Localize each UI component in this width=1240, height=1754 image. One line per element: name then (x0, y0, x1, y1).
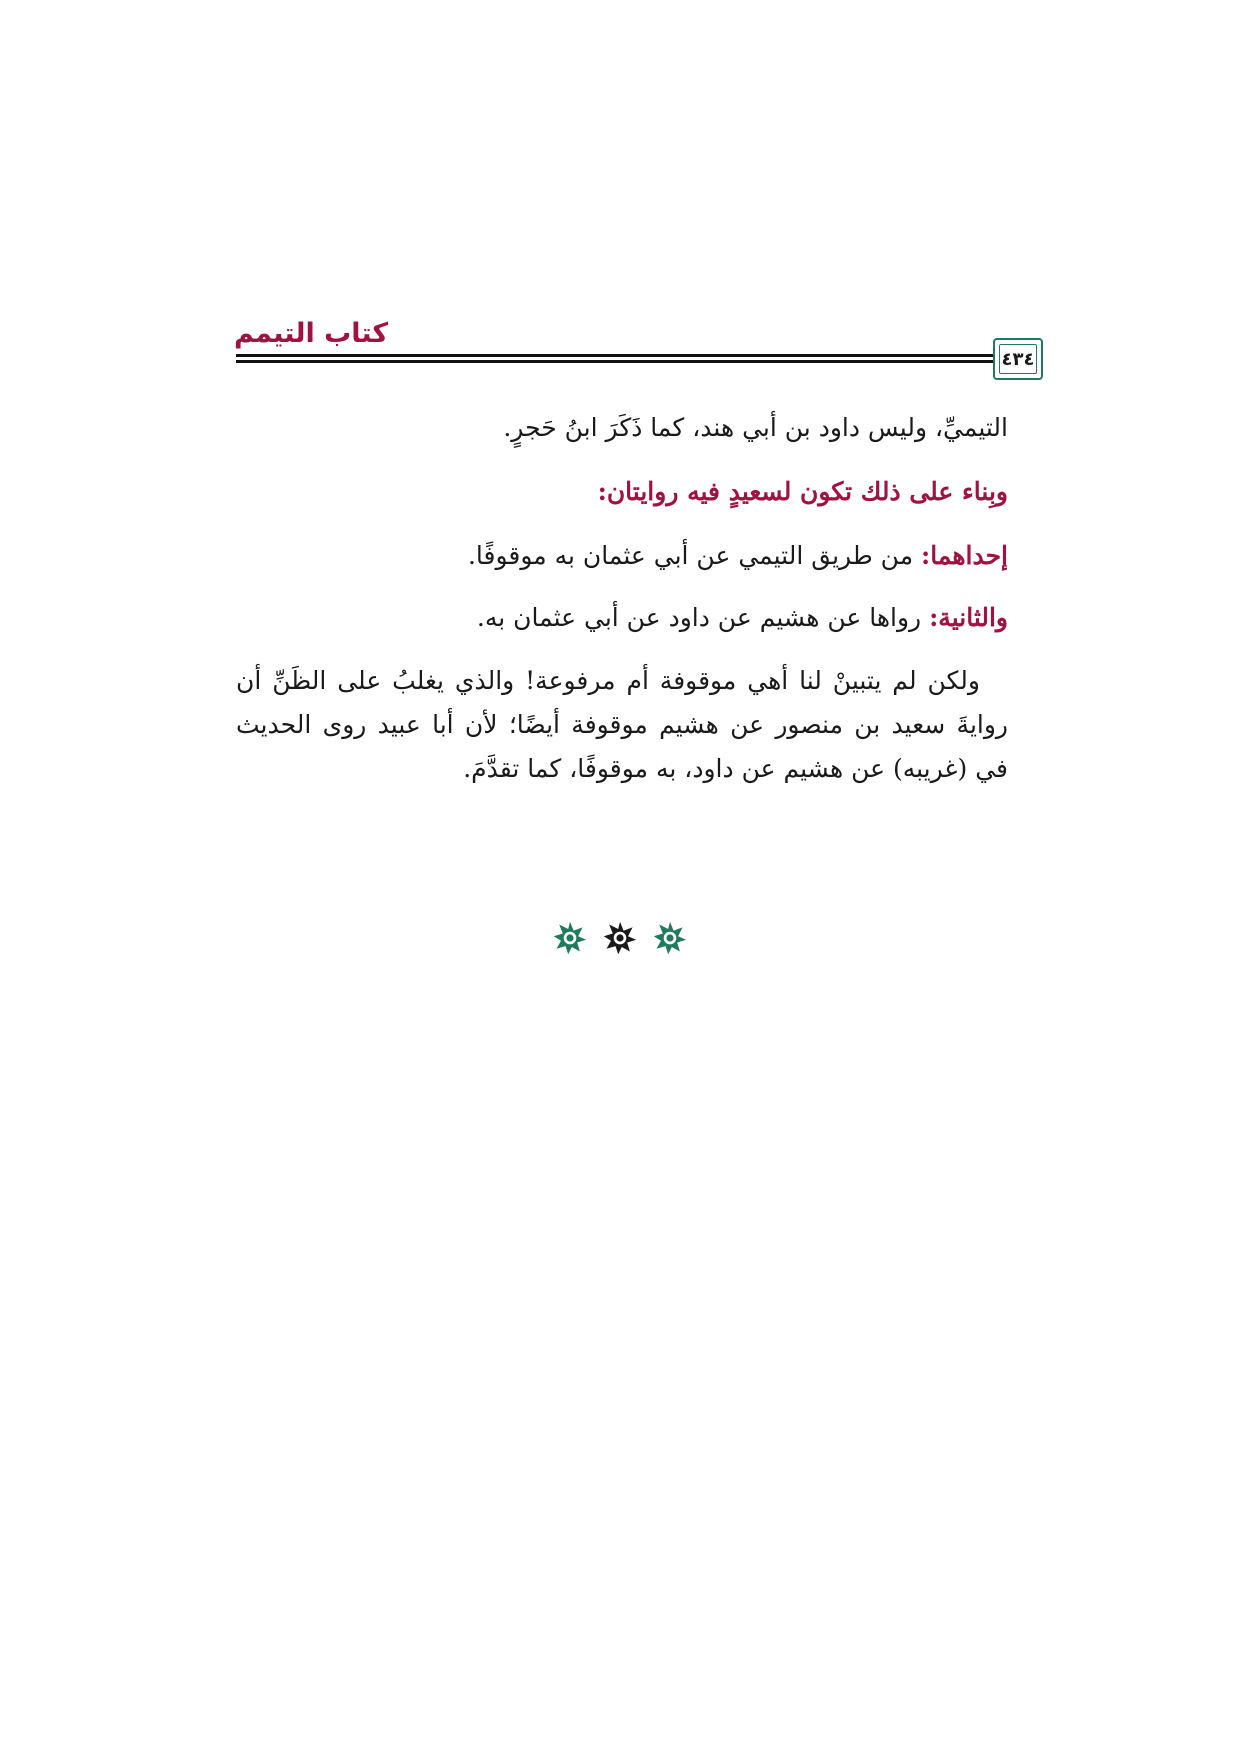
section-heading: وبِناء على ذلك تكون لسعيدٍ فيه روايتان: (597, 477, 1008, 506)
header-rule-top (236, 354, 1008, 357)
page-number-frame (993, 338, 1043, 380)
book-title: كتاب التيمم (234, 318, 389, 349)
header-rule-bottom (236, 360, 1008, 363)
page-body (236, 395, 1008, 791)
star-ornament-icon (552, 920, 588, 956)
star-ornament-icon (602, 920, 638, 956)
section-end-ornaments (0, 920, 1240, 956)
list-item-1 (236, 535, 1008, 577)
item-1-label: إحداهما: (921, 541, 1008, 570)
item-2-label: والثانية: (929, 603, 1008, 632)
list-item-2 (236, 597, 1008, 639)
paragraph-text: ولكن لم يتبينْ لنا أهي موقوفة أم مرفوعة! والذي يغلبُ على الظَنِّ أن روايةَ سعيد بن منصور عن هشيم موقوفة أيضًا؛ لأن أبا عبيد روى الحديث في (غريبه) عن هشيم عن داود، به موقوفًا، كما تقدَّمَ. (236, 666, 1008, 783)
star-ornament-icon (652, 920, 688, 956)
body-paragraph (236, 659, 1008, 791)
page-header (0, 0, 1240, 400)
item-1-text: من طريق التيمي عن أبي عثمان به موقوفًا. (467, 541, 922, 570)
page-number: ٤٣٤ (999, 344, 1037, 374)
item-2-text: رواها عن هشيم عن داود عن أبي عثمان به. (476, 603, 930, 632)
body-line-1: التيميِّ، وليس داود بن أبي هند، كما ذَكَرَ ابنُ حَجرٍ. (503, 413, 1008, 442)
